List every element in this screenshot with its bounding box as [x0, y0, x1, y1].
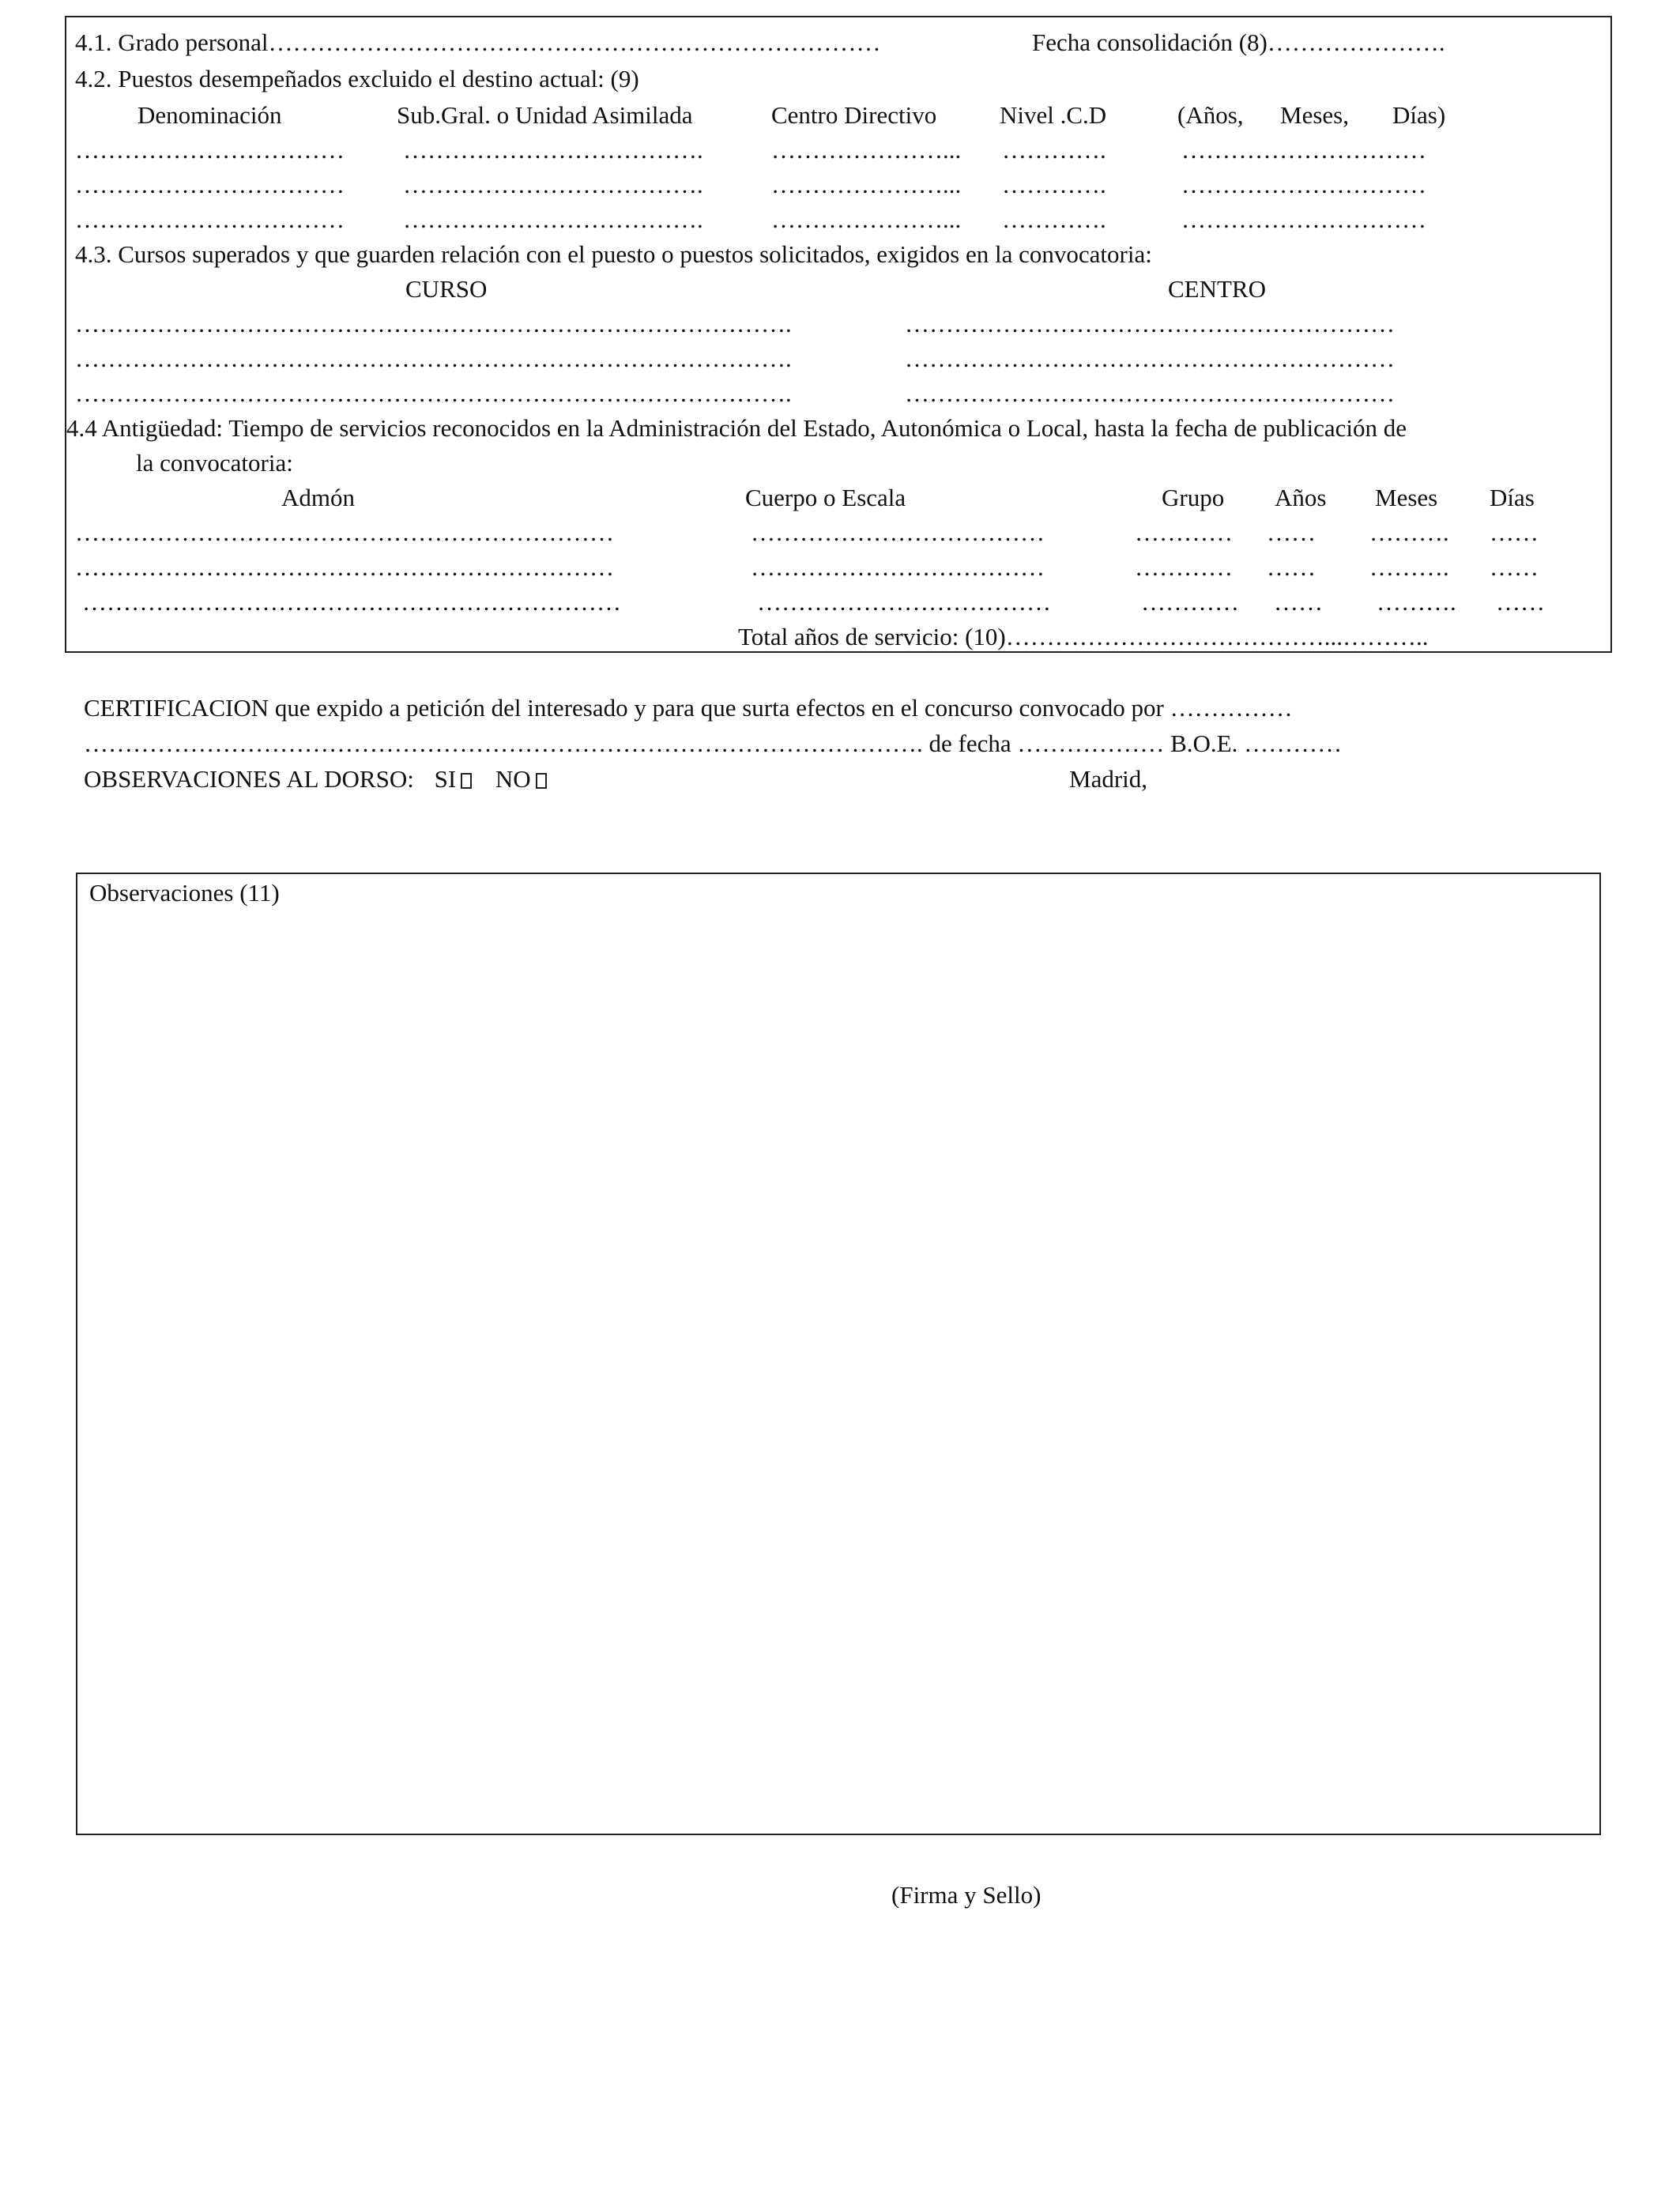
- puestos-row-3-nivel: ………….: [1002, 205, 1106, 233]
- puestos-row-2-centro: …………………...: [771, 171, 962, 198]
- antiguedad-row-2-dias: ……: [1490, 553, 1539, 581]
- no-label: NO: [495, 765, 531, 793]
- cursos-row-2-curso: …………………………………………………………………………….: [75, 345, 792, 372]
- observaciones-box[interactable]: [76, 873, 1601, 1835]
- antiguedad-row-2-cuerpo: ………………………………: [751, 553, 1045, 581]
- antiguedad-row-2-admon: …………………………………………………………: [75, 553, 614, 581]
- antiguedad-header-dias: Días: [1490, 484, 1535, 511]
- antiguedad-heading-cont: la convocatoria:: [136, 449, 293, 477]
- puestos-row-1-subgral: ……………………………….: [403, 136, 703, 164]
- si-label: SI: [434, 765, 457, 793]
- cursos-header-curso: CURSO: [405, 275, 488, 303]
- puestos-heading: 4.2. Puestos desempeñados excluido el destino actual: (9): [75, 65, 639, 92]
- antiguedad-row-2-grupo: …………: [1135, 553, 1233, 581]
- puestos-row-3-subgral: ……………………………….: [403, 205, 703, 233]
- puestos-row-1-centro: …………………...: [771, 136, 962, 164]
- antiguedad-row-1-grupo: …………: [1135, 518, 1233, 546]
- antiguedad-header-cuerpo: Cuerpo o Escala: [745, 484, 906, 511]
- certificacion-line-1: CERTIFICACION que expido a petición del interesado y para que surta efectos en el concurso convocado por ……………: [84, 694, 1293, 722]
- puestos-row-1-denominacion: ……………………………: [75, 136, 345, 164]
- madrid-place-date: Madrid,: [1069, 765, 1148, 793]
- cursos-header-centro: CENTRO: [1168, 275, 1266, 303]
- antiguedad-row-3-grupo: …………: [1141, 588, 1239, 616]
- firma-y-sello: (Firma y Sello): [891, 1881, 1042, 1909]
- cursos-row-1-centro: ……………………………………………………: [905, 310, 1395, 337]
- puestos-header-dias: Días): [1392, 101, 1446, 129]
- antiguedad-row-1-cuerpo: ………………………………: [751, 518, 1045, 546]
- puestos-header-subgral: Sub.Gral. o Unidad Asimilada: [397, 101, 693, 129]
- cursos-heading: 4.3. Cursos superados y que guarden relación con el puesto o puestos solicitados, exigidos en la convocatoria:: [75, 240, 1152, 268]
- observaciones-label: Observaciones (11): [89, 879, 280, 907]
- puestos-header-meses: Meses,: [1280, 101, 1349, 129]
- puestos-row-2-tiempo: …………………………: [1181, 171, 1426, 198]
- puestos-header-denominacion: Denominación: [137, 101, 282, 129]
- puestos-row-3-centro: …………………...: [771, 205, 962, 233]
- puestos-row-3-denominacion: ……………………………: [75, 205, 345, 233]
- puestos-header-anos: (Años,: [1177, 101, 1244, 129]
- certificacion-line-2: …………………………………………………………………………………………. de fecha ……………… B.O.E. …………: [84, 729, 1343, 757]
- puestos-row-2-denominacion: ……………………………: [75, 171, 345, 198]
- antiguedad-header-meses: Meses: [1375, 484, 1438, 511]
- antiguedad-header-admon: Admón: [281, 484, 355, 511]
- antiguedad-row-1-admon: …………………………………………………………: [75, 518, 614, 546]
- puestos-row-1-tiempo: …………………………: [1181, 136, 1426, 164]
- si-checkbox[interactable]: [461, 773, 472, 789]
- cursos-row-1-curso: …………………………………………………………………………….: [75, 310, 792, 337]
- antiguedad-header-anos: Años: [1275, 484, 1327, 511]
- puestos-row-3-tiempo: …………………………: [1181, 205, 1426, 233]
- puestos-row-2-nivel: ………….: [1002, 171, 1106, 198]
- antiguedad-heading: 4.4 Antigüedad: Tiempo de servicios reconocidos en la Administración del Estado, Autonómica o Local, hasta la fecha de publicación de: [66, 414, 1407, 442]
- cursos-row-3-centro: ……………………………………………………: [905, 379, 1395, 407]
- antiguedad-row-3-cuerpo: ………………………………: [757, 588, 1051, 616]
- grado-personal-field: 4.1. Grado personal…………………………………………………………………: [75, 28, 881, 56]
- fecha-consolidacion-field: Fecha consolidación (8)………………….: [1032, 28, 1445, 56]
- observaciones-dorso-label: OBSERVACIONES AL DORSO:: [84, 765, 414, 793]
- puestos-header-nivel: Nivel .C.D: [1000, 101, 1107, 129]
- observaciones-dorso-row: [84, 767, 547, 791]
- antiguedad-row-2-meses: ……….: [1369, 553, 1449, 581]
- antiguedad-row-3-anos: ……: [1274, 588, 1323, 616]
- antiguedad-row-1-meses: ……….: [1369, 518, 1449, 546]
- total-anos-servicio: Total años de servicio: (10)…………………………………...………..: [738, 623, 1429, 650]
- antiguedad-row-1-anos: ……: [1267, 518, 1316, 546]
- puestos-row-2-subgral: ……………………………….: [403, 171, 703, 198]
- puestos-header-centro: Centro Directivo: [771, 101, 937, 129]
- antiguedad-row-1-dias: ……: [1490, 518, 1539, 546]
- antiguedad-row-3-dias: ……: [1496, 588, 1545, 616]
- cursos-row-3-curso: …………………………………………………………………………….: [75, 379, 792, 407]
- cursos-row-2-centro: ……………………………………………………: [905, 345, 1395, 372]
- puestos-row-1-nivel: ………….: [1002, 136, 1106, 164]
- no-checkbox[interactable]: [536, 773, 547, 789]
- antiguedad-row-3-meses: ……….: [1377, 588, 1456, 616]
- antiguedad-row-3-admon: …………………………………………………………: [82, 588, 621, 616]
- antiguedad-header-grupo: Grupo: [1162, 484, 1225, 511]
- antiguedad-row-2-anos: ……: [1267, 553, 1316, 581]
